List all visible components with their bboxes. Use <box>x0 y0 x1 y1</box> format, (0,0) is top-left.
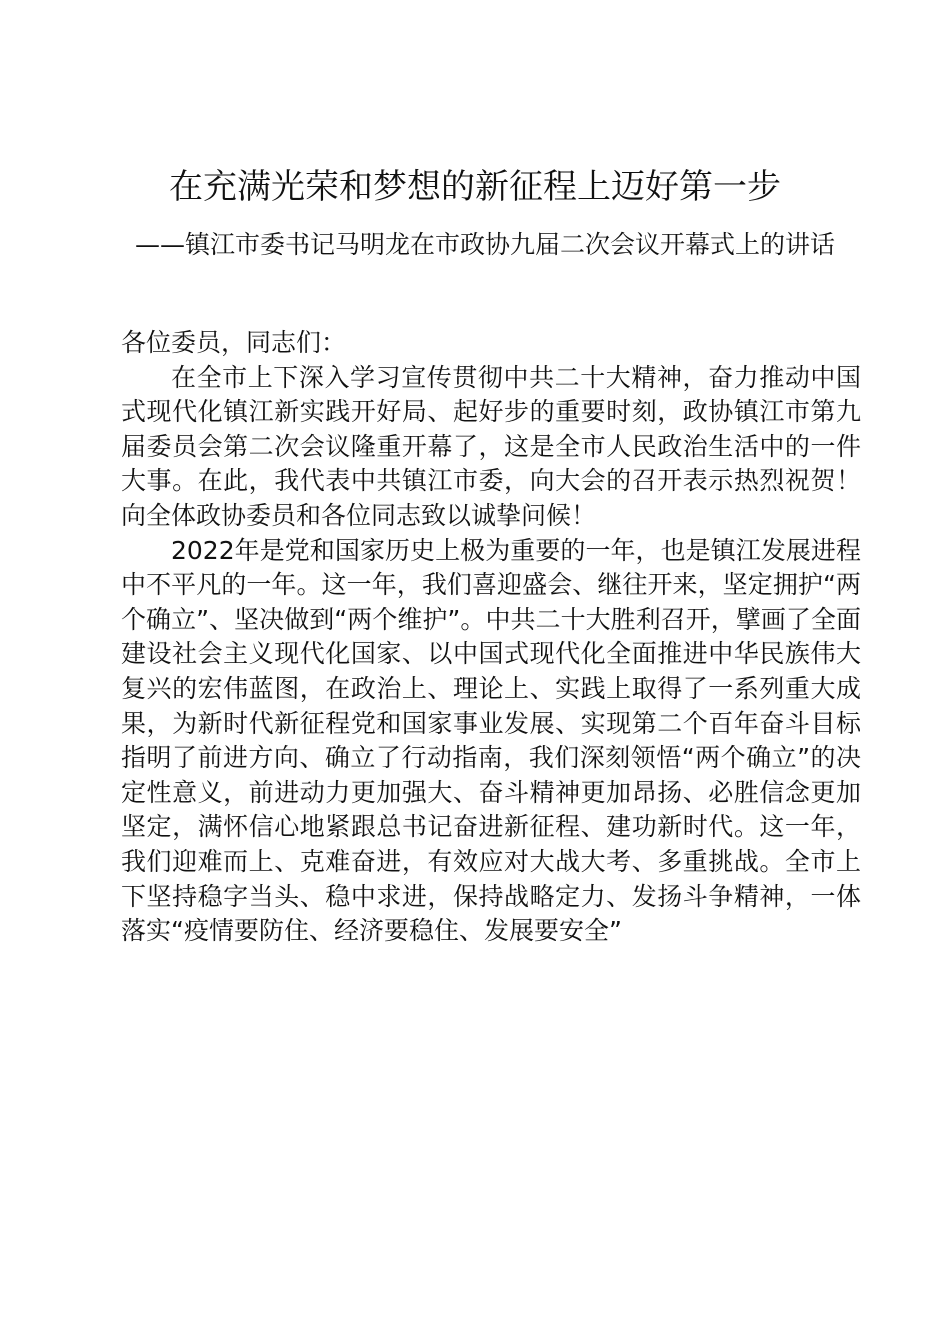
document-subtitle: ——镇江市委书记马明龙在市政协九届二次会议开幕式上的讲话 <box>134 230 835 259</box>
paragraph-1: 在全市上下深入学习宣传贯彻中共二十大精神，奋力推动中国式现代化镇江新实践开好局、起好步的重要时刻，政协镇江市第九届委员会第二次会议隆重开幕了，这是全市人民政治生活中的一件大事。在此，我代表中共镇江市委，向大会的召开表示热烈祝贺！向全体政协委员和各位同志致以诚挚问候！ <box>121 362 861 530</box>
paragraph-2: 2022年是党和国家历史上极为重要的一年，也是镇江发展进程中不平凡的一年。这一年，我们喜迎盛会、继往开来，坚定拥护“两个确立”、坚决做到“两个维护”。中共二十大胜利召开，擘画了全面建设社会主义现代化国家、以中国式现代化全面推进中华民族伟大复兴的宏伟蓝图，在政治上、理论上、实践上取得了一系列重大成果，为新时代新征程党和国家事业发展、实现第二个百年奋斗目标指明了前进方向、确立了行动指南，我们深刻领悟“两个确立”的决定性意义，前进动力更加强大、奋斗精神更加昂扬、必胜信念更加坚定，满怀信心地紧跟总书记奋进新征程、建功新时代。这一年，我们迎难而上、克难奋进，有效应对大战大考、多重挑战。全市上下坚持稳字当头、稳中求进，保持战略定力、发扬斗争精神，一体落实“疫情要防住、经济要稳住、发展要安全” <box>121 535 861 946</box>
document-title: 在充满光荣和梦想的新征程上迈好第一步 <box>169 167 781 207</box>
salutation: 各位委员，同志们： <box>121 328 347 357</box>
document-body <box>121 326 861 949</box>
